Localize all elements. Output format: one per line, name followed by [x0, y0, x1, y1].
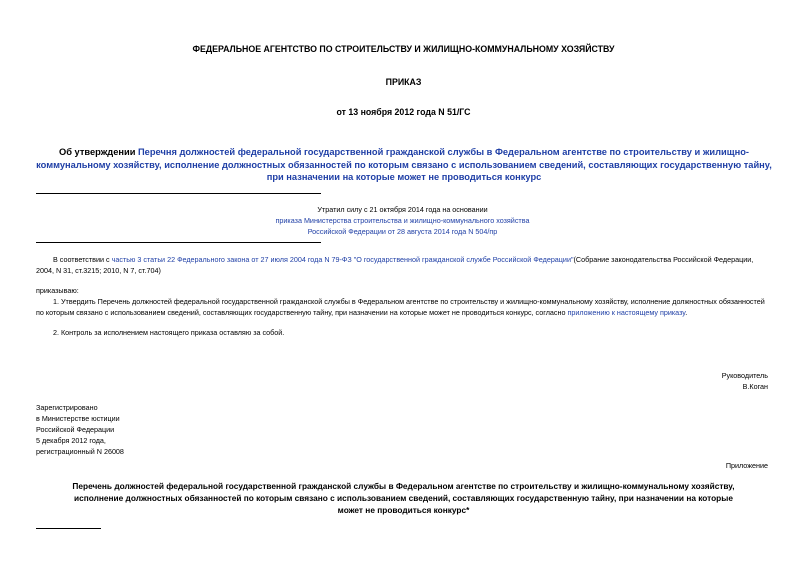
appendix-title-line-2: исполнение должностных обязанностей по которым связано с использованием сведений, составляющих государственную тайну, при назначении на которые — [74, 492, 733, 503]
item1-text: по которым связано с использованием сведений, составляющих государственную тайну, при назначении на которые может не проводиться конкурс, согласно — [36, 308, 568, 317]
appendix-title-line-1: Перечень должностей федеральной государственной гражданской службы в Федеральном агентстве по строительству и жилищно-коммунальному хозяйству, — [72, 481, 735, 491]
preamble-law-link[interactable]: частью 3 статьи 22 Федерального закона от 27 июля 2004 года N 79-ФЗ "О государственной гражданской службе Российской Федерации" — [111, 255, 574, 264]
repeal-link-1[interactable]: приказа Министерства строительства и жилищно-коммунального хозяйства — [275, 216, 530, 225]
preamble-prefix: В соответствии с — [53, 255, 112, 264]
preamble-line-1 — [36, 254, 772, 265]
title-link[interactable]: Перечня должностей федеральной государственной гражданской службы в Федеральном агентстве по строительству и жилищно-коммунальному хозяйству, исполнение должностных обязанностей по которым связано с использованием сведений, составляющих государственную тайну, при назначении на которые может не проводиться конкурс — [36, 147, 772, 182]
order-item-1 — [36, 296, 772, 318]
agency-heading: ФЕДЕРАЛЬНОЕ АГЕНТСТВО ПО СТРОИТЕЛЬСТВУ И ЖИЛИЩНО-КОММУНАЛЬНОМУ ХОЗЯЙСТВУ — [192, 44, 615, 54]
appendix-title — [20, 481, 787, 516]
appendix-link[interactable]: приложению к настоящему приказу — [567, 308, 686, 317]
repeal-link-2[interactable]: Российской Федерации от 28 августа 2014 года N 504/пр — [307, 227, 498, 236]
registration-line-4: 5 декабря 2012 года, — [36, 436, 106, 445]
registration-line-2: в Министерстве юстиции — [36, 414, 120, 423]
signature-block — [600, 370, 768, 392]
registration-block — [36, 402, 124, 457]
footnote-divider — [36, 528, 101, 529]
preamble-line-2: 2004, N 31, ст.3215; 2010, N 7, ст.704) — [36, 266, 161, 275]
title-prefix: Об утверждении — [58, 147, 138, 157]
preamble-suffix: (Собрание законодательства Российской Федерации, — [573, 255, 754, 264]
preamble — [36, 254, 772, 276]
appendix-label: Приложение — [725, 461, 768, 470]
doc-type-heading: ПРИКАЗ — [385, 77, 422, 87]
registration-line-3: Российской Федерации — [36, 425, 115, 434]
signature-name: В.Коган — [742, 382, 768, 391]
appendix-title-line-3: может не проводиться конкурс* — [337, 504, 470, 515]
item1-line-2 — [36, 307, 772, 318]
registration-line-1: Зарегистрировано — [36, 403, 98, 412]
document-title — [36, 146, 772, 184]
order-word: приказываю: — [36, 286, 79, 295]
order-item-2: 2. Контроль за исполнением настоящего приказа оставляю за собой. — [53, 328, 285, 337]
registration-line-5: регистрационный N 26008 — [36, 447, 124, 456]
item1-line-1: 1. Утвердить Перечень должностей федеральной государственной гражданской службы в Федеральном агентстве по строительству и жилищно-коммунальному хозяйству, исполнение должностных обязанностей — [53, 297, 765, 306]
divider-bottom — [36, 242, 321, 243]
signature-position: Руководитель — [721, 371, 768, 380]
doc-date-number: от 13 ноября 2012 года N 51/ГС — [336, 107, 471, 117]
item1-end: . — [685, 308, 688, 317]
repeal-line-1: Утратил силу с 21 октября 2014 года на основании — [317, 205, 488, 214]
repeal-notice — [210, 204, 595, 237]
divider-top — [36, 193, 321, 194]
